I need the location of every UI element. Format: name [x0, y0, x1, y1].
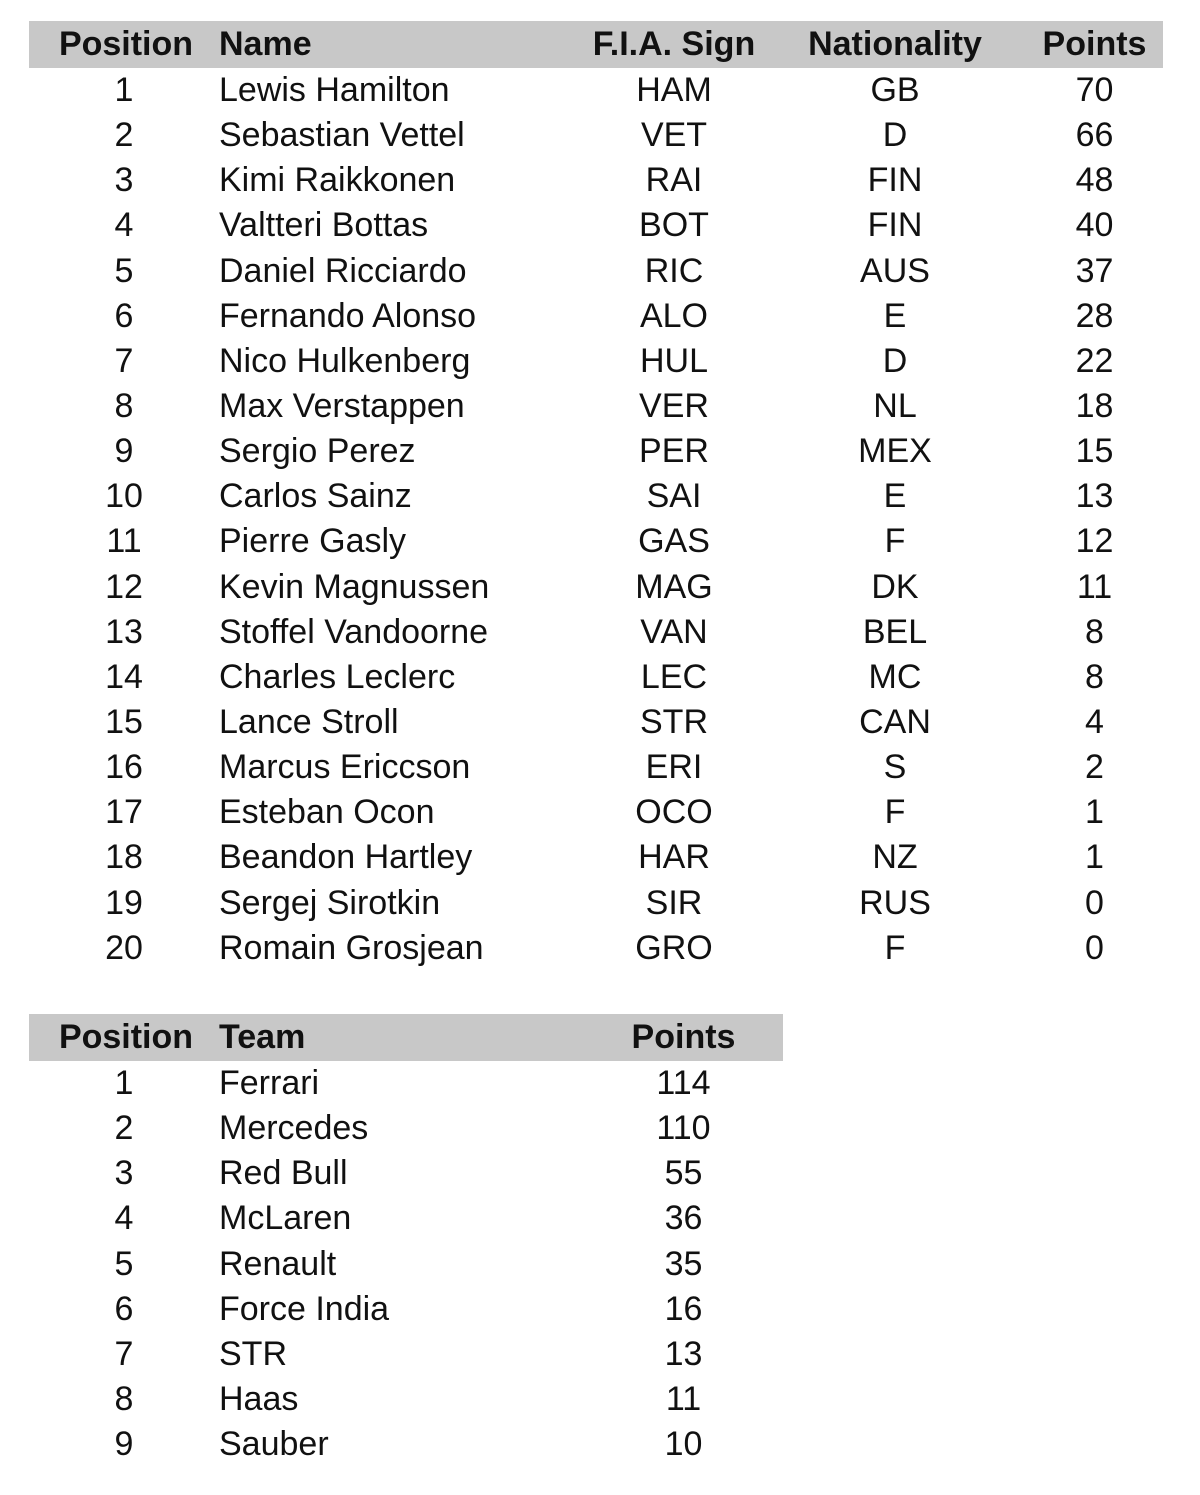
cell-position: 5 — [114, 1244, 134, 1283]
cell-team-name: McLaren — [219, 1199, 352, 1238]
cell-nationality: F — [884, 793, 906, 832]
table-row — [29, 790, 1163, 835]
cell-position: 1 — [114, 71, 134, 110]
driver-standings-table — [29, 21, 1163, 971]
table-row — [29, 700, 1163, 745]
cell-position: 16 — [105, 748, 143, 787]
cell-position: 9 — [114, 432, 134, 471]
cell-points: 16 — [664, 1289, 703, 1328]
header-name: Name — [219, 21, 584, 68]
cell-points: 48 — [1075, 161, 1114, 200]
cell-driver-name: Esteban Ocon — [219, 793, 435, 832]
table-row — [29, 158, 1163, 203]
cell-fia-sign: VER — [639, 387, 709, 426]
team-standings-header-row — [29, 1014, 783, 1061]
cell-points: 114 — [656, 1064, 711, 1103]
cell-fia-sign: MAG — [635, 567, 713, 606]
header-position: Position — [29, 21, 219, 68]
header-team: Team — [219, 1014, 584, 1061]
cell-position: 5 — [114, 251, 134, 290]
header-points: Points — [584, 1014, 783, 1061]
cell-driver-name: Stoffel Vandoorne — [219, 612, 489, 651]
driver-standings-body — [29, 68, 1163, 971]
cell-points: 13 — [1075, 477, 1114, 516]
table-row — [29, 113, 1163, 158]
cell-driver-name: Kimi Raikkonen — [219, 161, 456, 200]
cell-driver-name: Fernando Alonso — [219, 296, 477, 335]
cell-nationality: E — [883, 296, 907, 335]
cell-points: 2 — [1085, 748, 1104, 787]
table-row — [29, 1422, 783, 1467]
table-row — [29, 1151, 783, 1196]
table-row — [29, 835, 1163, 880]
table-row — [29, 1106, 783, 1151]
cell-fia-sign: PER — [639, 432, 709, 471]
cell-points: 4 — [1085, 703, 1104, 742]
cell-points: 1 — [1085, 838, 1104, 877]
header-points: Points — [1026, 21, 1163, 68]
table-row — [29, 655, 1163, 700]
header-position: Position — [29, 1014, 219, 1061]
cell-fia-sign: SAI — [646, 477, 702, 516]
table-row — [29, 339, 1163, 384]
header-fia-sign: F.I.A. Sign — [584, 21, 764, 68]
cell-points: 0 — [1085, 928, 1104, 967]
cell-points: 10 — [664, 1425, 703, 1464]
cell-position: 17 — [105, 793, 143, 832]
cell-position: 4 — [114, 1199, 134, 1238]
cell-fia-sign: GAS — [638, 522, 710, 561]
cell-team-name: Ferrari — [219, 1064, 320, 1103]
team-standings-table — [29, 1014, 783, 1467]
cell-position: 6 — [114, 1289, 134, 1328]
table-row — [29, 1196, 783, 1241]
cell-points: 66 — [1075, 116, 1114, 155]
cell-points: 8 — [1085, 657, 1104, 696]
cell-driver-name: Sergej Sirotkin — [219, 883, 441, 922]
table-row — [29, 745, 1163, 790]
cell-driver-name: Daniel Ricciardo — [219, 251, 467, 290]
table-row — [29, 926, 1163, 971]
cell-position: 2 — [114, 1109, 134, 1148]
table-row — [29, 610, 1163, 655]
table-row — [29, 1377, 783, 1422]
cell-points: 12 — [1075, 522, 1114, 561]
cell-points: 40 — [1075, 206, 1114, 245]
cell-position: 9 — [114, 1425, 134, 1464]
cell-position: 15 — [105, 703, 143, 742]
cell-nationality: CAN — [859, 703, 931, 742]
cell-team-name: Mercedes — [219, 1109, 369, 1148]
cell-fia-sign: GRO — [635, 928, 713, 967]
cell-points: 110 — [656, 1109, 711, 1148]
cell-nationality: F — [884, 522, 906, 561]
table-row — [29, 68, 1163, 113]
cell-driver-name: Beandon Hartley — [219, 838, 473, 877]
cell-fia-sign: HAM — [636, 71, 712, 110]
table-row — [29, 565, 1163, 610]
cell-nationality: FIN — [867, 161, 923, 200]
cell-team-name: Haas — [219, 1380, 299, 1419]
cell-position: 8 — [114, 387, 134, 426]
cell-position: 7 — [114, 341, 134, 380]
cell-points: 8 — [1085, 612, 1104, 651]
cell-team-name: Renault — [219, 1244, 337, 1283]
cell-position: 18 — [105, 838, 143, 877]
cell-position: 3 — [114, 161, 134, 200]
cell-fia-sign: HAR — [638, 838, 710, 877]
cell-points: 55 — [664, 1154, 703, 1193]
cell-nationality: AUS — [860, 251, 930, 290]
cell-nationality: S — [883, 748, 907, 787]
cell-fia-sign: BOT — [639, 206, 709, 245]
cell-points: 11 — [1076, 567, 1113, 606]
table-row — [29, 1242, 783, 1287]
cell-nationality: BEL — [862, 612, 928, 651]
cell-fia-sign: ALO — [639, 296, 709, 335]
cell-nationality: E — [883, 477, 907, 516]
cell-position: 13 — [105, 612, 143, 651]
cell-driver-name: Charles Leclerc — [219, 657, 456, 696]
cell-driver-name: Lance Stroll — [219, 703, 399, 742]
cell-nationality: MC — [868, 657, 922, 696]
table-row — [29, 1332, 783, 1377]
cell-team-name: Red Bull — [219, 1154, 348, 1193]
cell-nationality: D — [882, 116, 908, 155]
cell-driver-name: Lewis Hamilton — [219, 71, 450, 110]
cell-nationality: D — [882, 341, 908, 380]
cell-nationality: GB — [870, 71, 920, 110]
table-row — [29, 519, 1163, 564]
table-row — [29, 384, 1163, 429]
header-nationality: Nationality — [764, 21, 1026, 68]
cell-fia-sign: STR — [640, 703, 708, 742]
team-standings-body — [29, 1061, 783, 1467]
cell-nationality: MEX — [858, 432, 932, 471]
cell-nationality: F — [884, 928, 906, 967]
cell-driver-name: Max Verstappen — [219, 387, 465, 426]
cell-position: 8 — [114, 1380, 134, 1419]
cell-driver-name: Kevin Magnussen — [219, 567, 490, 606]
cell-team-name: STR — [219, 1334, 287, 1373]
cell-points: 13 — [664, 1334, 703, 1373]
table-row — [29, 249, 1163, 294]
cell-points: 70 — [1075, 71, 1114, 110]
cell-position: 1 — [114, 1064, 134, 1103]
cell-points: 15 — [1075, 432, 1114, 471]
cell-fia-sign: VAN — [640, 612, 708, 651]
cell-nationality: FIN — [867, 206, 923, 245]
cell-driver-name: Carlos Sainz — [219, 477, 412, 516]
cell-fia-sign: ERI — [645, 748, 703, 787]
cell-driver-name: Sebastian Vettel — [219, 116, 465, 155]
cell-fia-sign: OCO — [635, 793, 713, 832]
table-row — [29, 474, 1163, 519]
cell-nationality: NL — [873, 387, 917, 426]
cell-driver-name: Pierre Gasly — [219, 522, 407, 561]
cell-driver-name: Romain Grosjean — [219, 928, 484, 967]
cell-points: 35 — [664, 1244, 703, 1283]
table-row — [29, 881, 1163, 926]
cell-points: 36 — [664, 1199, 703, 1238]
cell-points: 11 — [665, 1380, 702, 1419]
table-row — [29, 294, 1163, 339]
cell-position: 2 — [114, 116, 134, 155]
cell-points: 0 — [1085, 883, 1104, 922]
cell-position: 19 — [105, 883, 143, 922]
cell-position: 11 — [106, 522, 142, 561]
table-row — [29, 1061, 783, 1106]
cell-team-name: Sauber — [219, 1425, 329, 1464]
table-row — [29, 1287, 783, 1332]
cell-position: 10 — [105, 477, 143, 516]
table-row — [29, 429, 1163, 474]
cell-nationality: DK — [871, 567, 919, 606]
cell-fia-sign: RAI — [645, 161, 703, 200]
cell-position: 14 — [105, 657, 143, 696]
cell-fia-sign: LEC — [640, 657, 708, 696]
cell-driver-name: Sergio Perez — [219, 432, 416, 471]
cell-fia-sign: SIR — [645, 883, 703, 922]
driver-standings-header-row — [29, 21, 1163, 68]
cell-fia-sign: VET — [640, 116, 708, 155]
cell-position: 6 — [114, 296, 134, 335]
cell-points: 18 — [1075, 387, 1114, 426]
cell-driver-name: Marcus Ericcson — [219, 748, 471, 787]
cell-points: 37 — [1075, 251, 1114, 290]
cell-driver-name: Valtteri Bottas — [219, 206, 429, 245]
cell-fia-sign: RIC — [644, 251, 704, 290]
cell-position: 7 — [114, 1334, 134, 1373]
cell-position: 3 — [114, 1154, 134, 1193]
cell-position: 20 — [105, 928, 143, 967]
cell-points: 1 — [1085, 793, 1104, 832]
cell-points: 22 — [1075, 341, 1114, 380]
cell-position: 4 — [114, 206, 134, 245]
table-row — [29, 203, 1163, 248]
cell-fia-sign: HUL — [639, 341, 709, 380]
cell-nationality: NZ — [872, 838, 918, 877]
cell-position: 12 — [105, 567, 143, 606]
cell-points: 28 — [1075, 296, 1114, 335]
cell-nationality: RUS — [859, 883, 931, 922]
cell-team-name: Force India — [219, 1289, 390, 1328]
cell-driver-name: Nico Hulkenberg — [219, 341, 471, 380]
